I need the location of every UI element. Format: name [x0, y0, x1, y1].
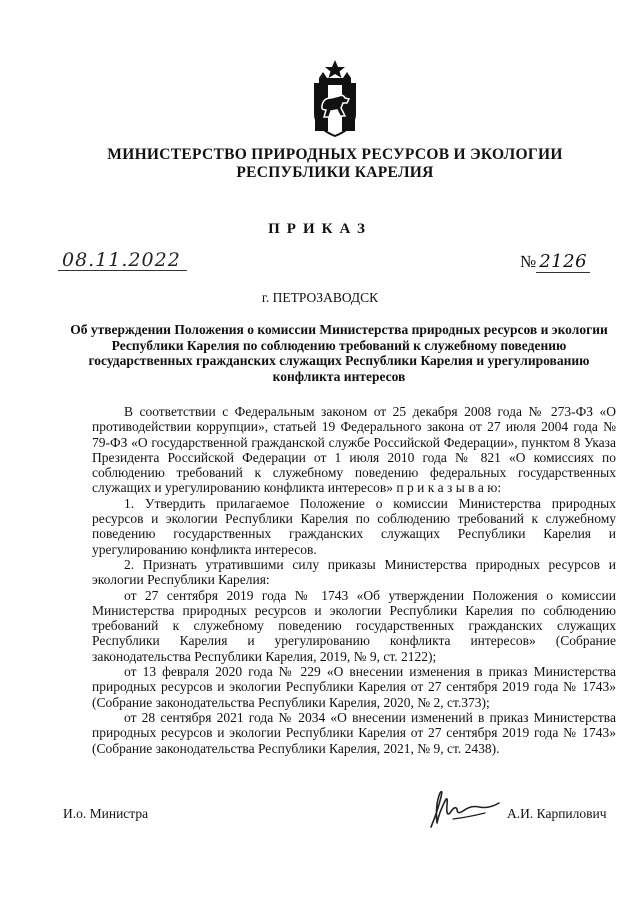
- document-number: [520, 252, 590, 272]
- karelia-coat-of-arms-icon: [305, 58, 365, 138]
- ministry-name-line1: МИНИСТЕРСТВО ПРИРОДНЫХ РЕСУРСОВ И ЭКОЛОГИИ: [107, 146, 563, 163]
- paragraph-item-1: 1. Утвердить прилагаемое Положение о комиссии Министерства природных ресурсов и экологии Республики Карелия по соблюдению требований к служебному поведению государственных гражданских служащих Республики Карелия и урегулированию конфликта интересов.: [92, 495, 616, 557]
- document-date: 08.11.2022: [58, 250, 187, 271]
- document-body: [92, 404, 616, 756]
- document-title: Об утверждении Положения о комиссии Министерства природных ресурсов и экологии Республики Карелия по соблюдению требований к служебному поведению государственных гражданских служащих Республики Карелия и урегулированию конфликта интересов: [70, 322, 608, 384]
- number-prefix: №: [520, 252, 537, 271]
- paragraph-item-2: 2. Признать утратившими силу приказы Министерства природных ресурсов и экологии Республики Карелия:: [92, 556, 616, 588]
- ministry-name: [40, 146, 630, 182]
- handwritten-signature-icon: [423, 783, 503, 833]
- signatory-name: А.И. Карпилович: [507, 806, 607, 821]
- paragraph-repeal-2034: от 28 сентября 2021 года № 2034 «О внесении изменений в приказ Министерства природных ресурсов и экологии Республики Карелия от 27 сентября 2019 года № 1743» (Собрание законодательства Республики Карелия, 2021, № 9, ст. 2438).: [92, 709, 616, 756]
- paragraph-repeal-229: от 13 февраля 2020 года № 229 «О внесении изменения в приказ Министерства природных ресурсов и экологии Республики Карелия от 27 сентября 2019 года № 1743» (Собрание законодательства Республики Карелия, 2020, № 2, ст.373);: [92, 664, 616, 710]
- document-type: ПРИКАЗ: [268, 221, 372, 237]
- number-value: 2126: [536, 251, 590, 273]
- paragraph-repeal-1743: от 27 сентября 2019 года № 1743 «Об утверждении Положения о комиссии Министерства природных ресурсов и экологии Республики Карелия по соблюдению требований к служебному поведению государственных гражданских служащих Республики Карелия и урегулированию конфликта интересов» (Собрание законодательства Республики Карелия, 2019, № 9, ст. 2122);: [92, 587, 616, 664]
- city: г. ПЕТРОЗАВОДСК: [261, 290, 379, 305]
- paragraph-preamble: В соответствии с Федеральным законом от 25 декабря 2008 года № 273-ФЗ «О противодействии коррупции», статьей 19 Федерального закона от 27 июля 2004 года № 79-ФЗ «О государственной гражданской службе Российской Федерации», пунктом 8 Указа Президента Российской Федерации от 1 июля 2010 года № 821 «О комиссиях по соблюдению требований к служебному поведению федеральных государственных служащих и урегулированию конфликта интересов» п р и к а з ы в а ю:: [92, 404, 616, 496]
- ministry-name-line2: РЕСПУБЛИКИ КАРЕЛИЯ: [236, 164, 434, 181]
- signatory-position: И.о. Министра: [63, 806, 149, 821]
